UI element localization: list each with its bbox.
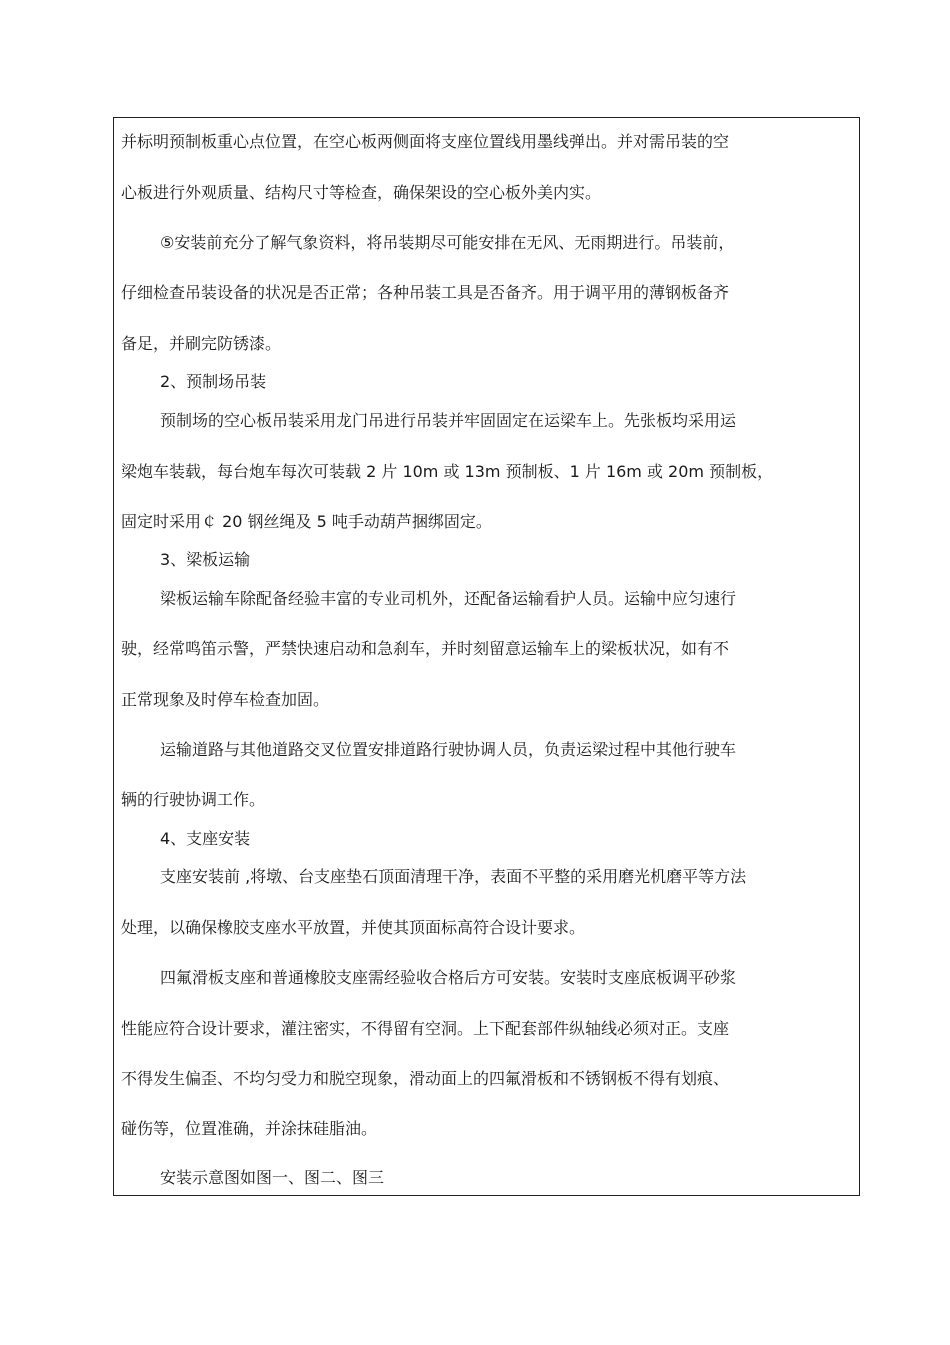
text-line: 并标明预制板重心点位置，在空心板两侧面将支座位置线用墨线弹出。并对需吊装的空 <box>121 132 730 151</box>
text-line: 梁板运输车除配备经验丰富的专业司机外，还配备运输看护人员。运输中应匀速行 <box>160 589 737 608</box>
text-line: 备足，并刷完防锈漆。 <box>121 334 282 353</box>
text-line: 碰伤等，位置准确，并涂抹硅脂油。 <box>121 1119 378 1138</box>
text-line: 正常现象及时停车检查加固。 <box>121 690 330 709</box>
text-line: 固定时采用￠ 20 钢丝绳及 5 吨手动葫芦捆绑固定。 <box>121 512 492 531</box>
text-line: 仔细检查吊装设备的状况是否正常；各种吊装工具是否备齐。用于调平用的薄钢板备齐 <box>121 283 730 302</box>
text-line: 处理，以确保橡胶支座水平放置，并使其顶面标高符合设计要求。 <box>121 918 586 937</box>
section-heading: 3、梁板运输 <box>160 550 251 569</box>
text-line: ⑤安装前充分了解气象资料，将吊装期尽可能安排在无风、无雨期进行。吊装前， <box>160 233 735 252</box>
section-heading: 4、支座安装 <box>160 829 251 848</box>
text-line: 运输道路与其他道路交叉位置安排道路行驶协调人员，负责运梁过程中其他行驶车 <box>160 740 737 759</box>
text-line: 预制场的空心板吊装采用龙门吊进行吊装并牢固固定在运梁车上。先张板均采用运 <box>160 411 737 430</box>
text-line: 心板进行外观质量、结构尺寸等检查，确保架设的空心板外美内实。 <box>121 183 602 202</box>
text-line: 安装示意图如图一、图二、图三 <box>160 1168 385 1187</box>
text-line: 辆的行驶协调工作。 <box>121 790 266 809</box>
text-line: 梁炮车装载，每台炮车每次可装载 2 片 10m 或 13m 预制板、1 片 16m 或 20m 预制板， <box>121 462 774 481</box>
text-line: 支座安装前 ,将墩、台支座垫石顶面清理干净，表面不平整的采用磨光机磨平等方法 <box>160 867 747 886</box>
section-heading: 2、预制场吊装 <box>160 372 267 391</box>
text-line: 驶，经常鸣笛示警，严禁快速启动和急刹车，并时刻留意运输车上的梁板状况，如有不 <box>121 639 730 658</box>
text-line: 四氟滑板支座和普通橡胶支座需经验收合格后方可安装。安装时支座底板调平砂浆 <box>160 968 737 987</box>
text-line: 性能应符合设计要求，灌注密实，不得留有空洞。上下配套部件纵轴线必须对正。支座 <box>121 1019 730 1038</box>
text-line: 不得发生偏歪、不均匀受力和脱空现象，滑动面上的四氟滑板和不锈钢板不得有划痕、 <box>121 1069 730 1088</box>
